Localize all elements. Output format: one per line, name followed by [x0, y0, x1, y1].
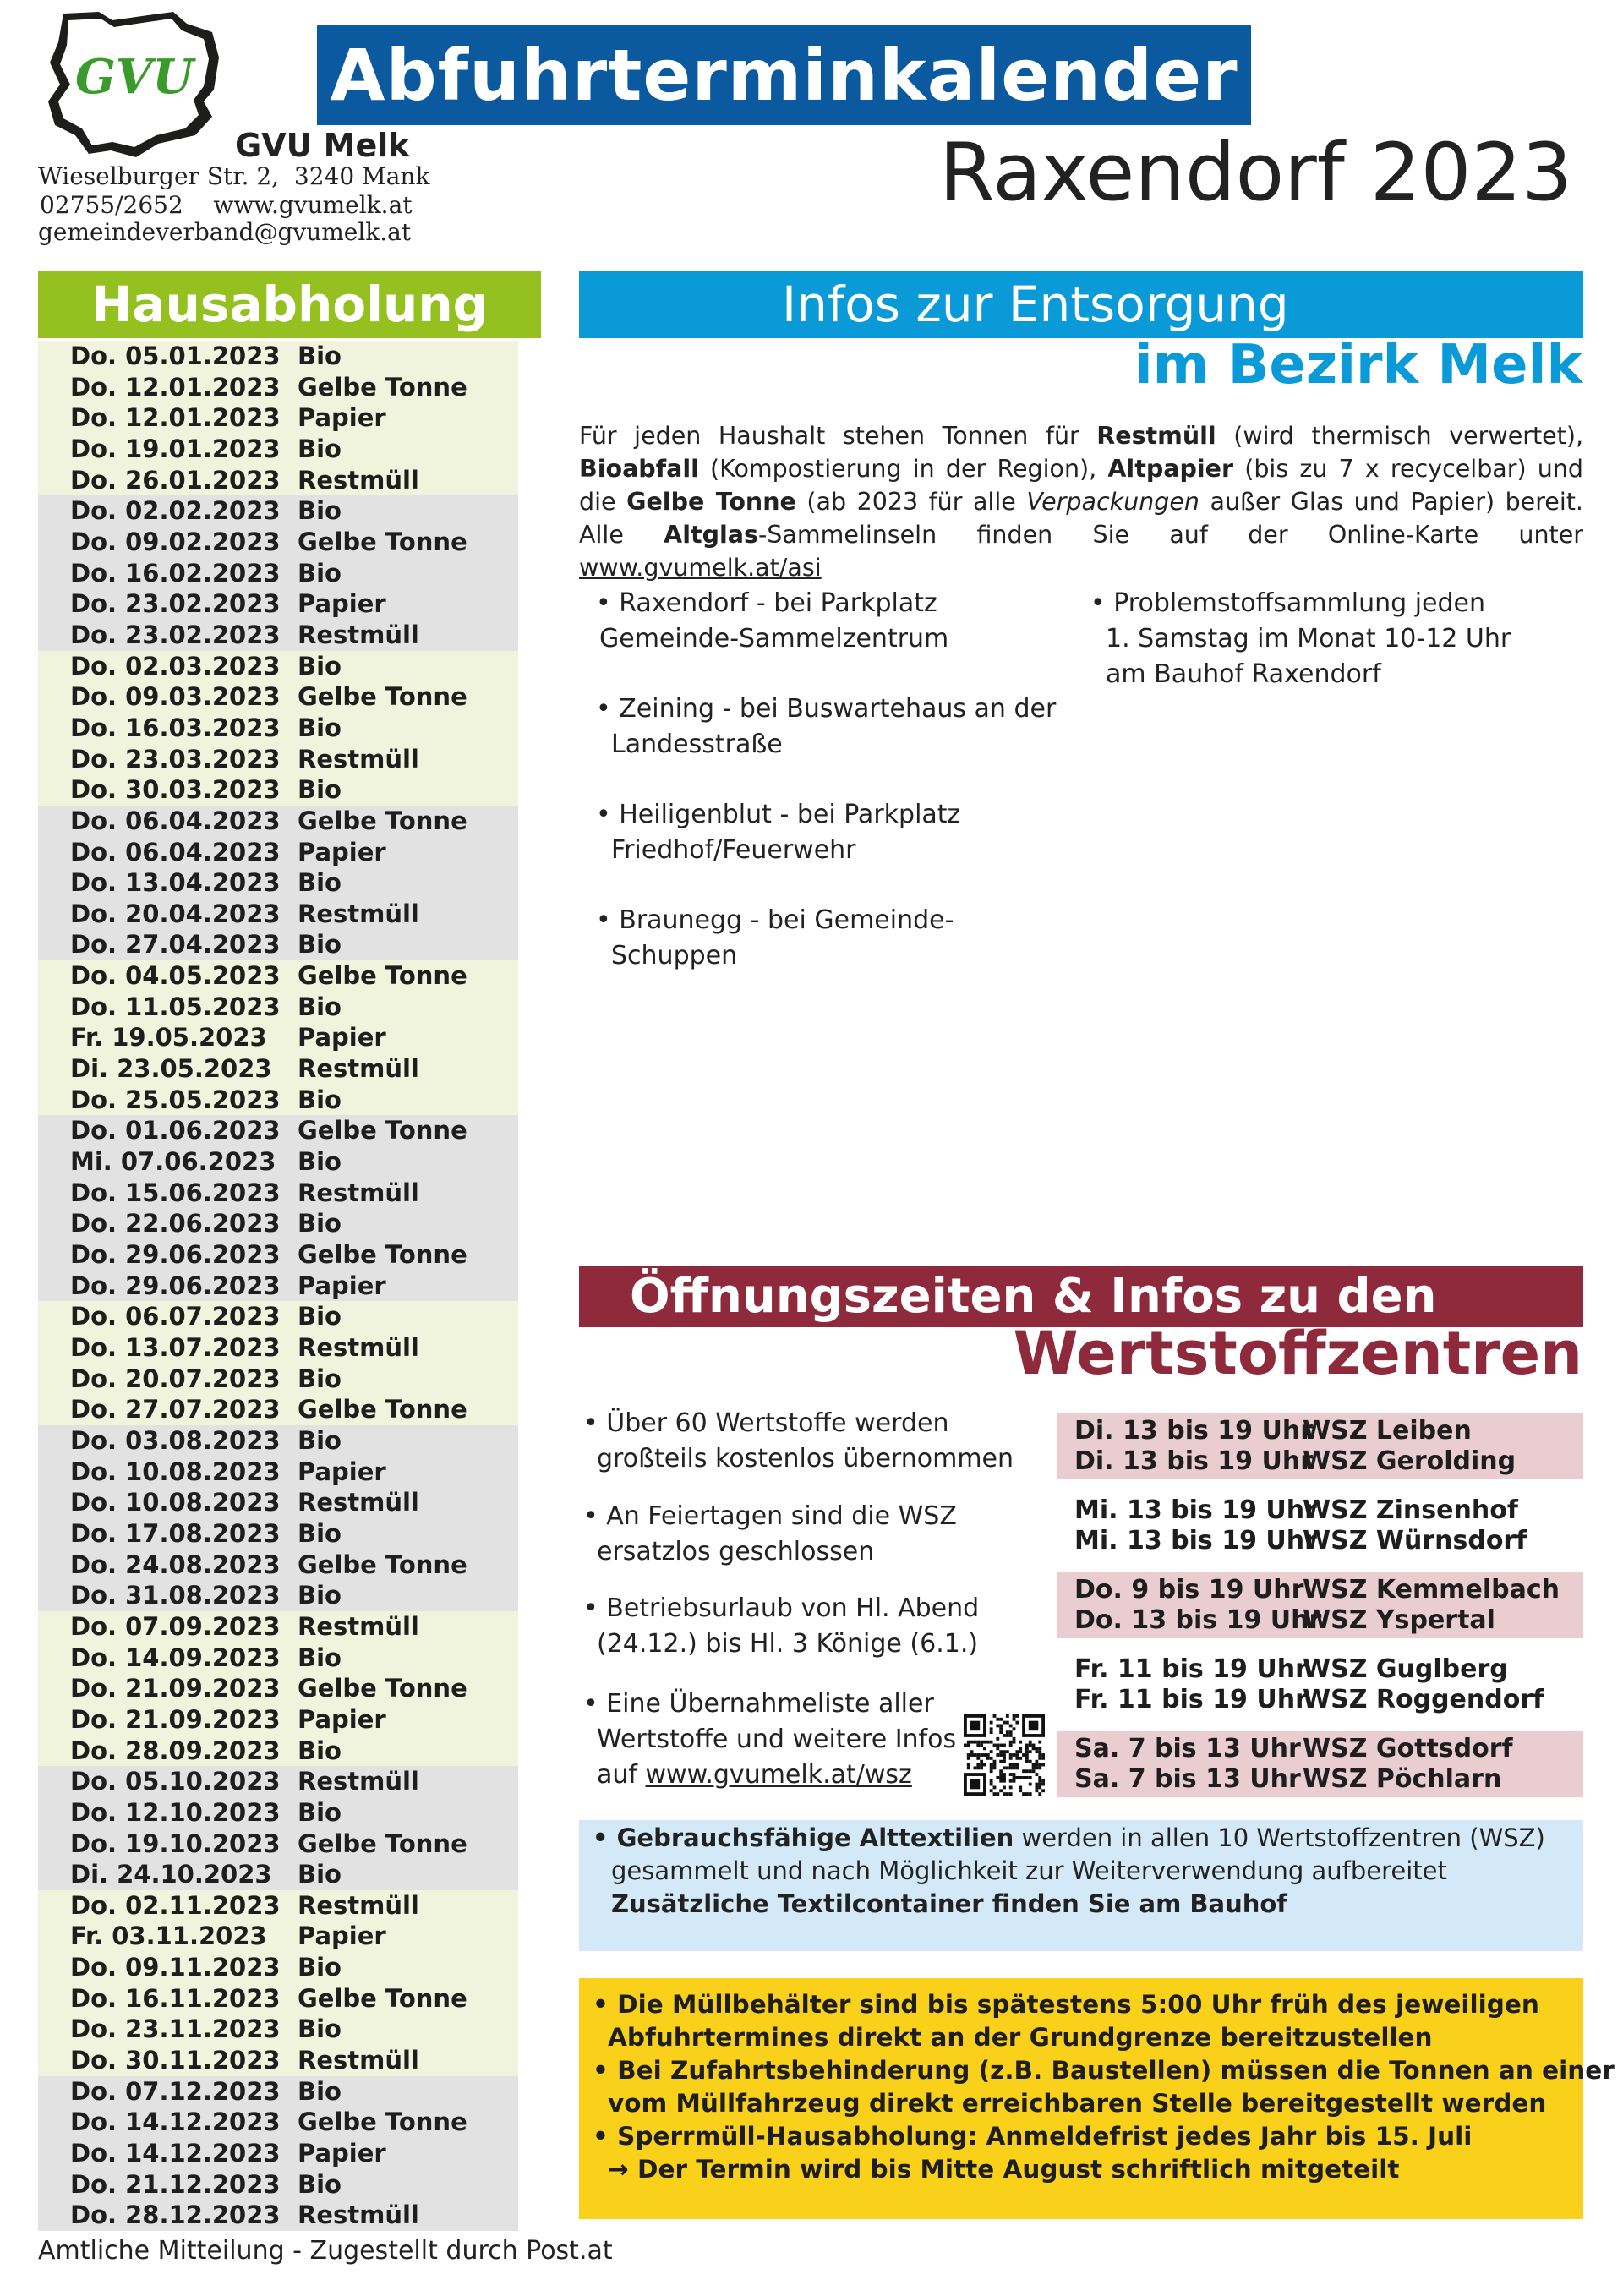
pickup-type: Bio [298, 558, 342, 588]
wsz-name: WSZ Gerolding [1303, 1446, 1516, 1476]
pickup-row [38, 1425, 518, 1457]
pickup-row [38, 495, 518, 527]
glass-point: • Braunegg - bei Gemeinde- Schuppen [596, 905, 954, 970]
pickup-row [38, 2138, 518, 2169]
pickup-date: Do. 25.05.2023 [70, 1085, 281, 1114]
pickup-type: Gelbe Tonne [298, 1983, 467, 2013]
pickup-type: Bio [298, 1518, 342, 1548]
pickup-type: Restmüll [298, 1611, 419, 1641]
pickup-type: Papier [298, 1922, 386, 1951]
pickup-date: Do. 06.04.2023 [70, 837, 281, 866]
pickup-date: Do. 24.08.2023 [70, 1550, 281, 1579]
wsz-name: WSZ Gottsdorf [1303, 1734, 1513, 1763]
pickup-row [38, 588, 518, 620]
pickup-row [38, 341, 518, 372]
wsz-name: WSZ Würnsdorf [1303, 1526, 1527, 1555]
pickup-list [38, 341, 518, 2231]
pickup-row [38, 434, 518, 465]
pickup-row [38, 2200, 518, 2231]
pickup-date: Do. 22.06.2023 [70, 1209, 281, 1238]
pickup-row [38, 713, 518, 744]
org-phone-web: 02755/2652 www.gvumelk.at [40, 191, 413, 219]
pickup-type: Restmüll [298, 1178, 419, 1207]
wsz-name: WSZ Leiben [1303, 1416, 1472, 1446]
asi-link[interactable]: www.gvumelk.at/asi [579, 554, 822, 582]
pickup-date: Do. 13.07.2023 [70, 1333, 281, 1362]
pickup-date: Di. 24.10.2023 [70, 1860, 272, 1889]
pickup-row [38, 1736, 518, 1767]
info-heading-sub: im Bezirk Melk [1134, 334, 1582, 396]
pickup-type: Bio [298, 1425, 342, 1455]
pickup-date: Do. 23.02.2023 [70, 620, 281, 649]
pickup-type: Bio [298, 1302, 342, 1331]
pickup-type: Restmüll [298, 1767, 419, 1796]
wsz-row [1057, 1734, 1583, 1764]
pickup-type: Bio [298, 930, 342, 959]
pickup-type: Papier [298, 403, 386, 433]
wsz-time: Sa. 7 bis 13 Uhr [1074, 1734, 1301, 1763]
logo-text: GVU [74, 49, 194, 105]
pickup-row [38, 2045, 518, 2076]
pickup-date: Do. 06.07.2023 [70, 1302, 281, 1331]
wsz-name: WSZ Guglberg [1303, 1654, 1508, 1684]
pickup-row [38, 1859, 518, 1890]
pickup-date: Do. 07.12.2023 [70, 2076, 281, 2106]
pickup-date: Do. 19.01.2023 [70, 434, 281, 463]
qr-code-icon [964, 1714, 1045, 1796]
pickup-row [38, 1643, 518, 1674]
pickup-date: Do. 21.09.2023 [70, 1704, 281, 1734]
pickup-row [38, 1890, 518, 1922]
pickup-row [38, 1146, 518, 1178]
wsz-heading-sub: Wertstoffzentren [1013, 1319, 1582, 1388]
pickup-row [38, 1611, 518, 1643]
pickup-heading: Hausabholung [38, 271, 541, 338]
pickup-row [38, 1394, 518, 1425]
pickup-type: Bio [298, 868, 342, 898]
pickup-date: Do. 19.10.2023 [70, 1829, 281, 1858]
pickup-date: Do. 13.04.2023 [70, 868, 281, 898]
pickup-row [38, 867, 518, 899]
pickup-row [38, 1550, 518, 1581]
textile-notice: • Gebrauchsfähige Alttextilien werden in allen 10 Wertstoffzentren (WSZ) gesammelt und nach Möglichkeit zur Weiterverwendung aufbereitet Zusätzliche Textilcontainer finden Sie am Bauhof [579, 1820, 1583, 1951]
pickup-date: Do. 28.09.2023 [70, 1736, 281, 1765]
pickup-row [38, 1364, 518, 1395]
pickup-type: Bio [298, 496, 342, 526]
pickup-type: Bio [298, 713, 342, 742]
glass-point: • Raxendorf - bei Parkplatz Gemeinde-Sammelzentrum [596, 588, 949, 653]
pickup-date: Do. 05.01.2023 [70, 342, 281, 370]
pickup-type: Restmüll [298, 899, 419, 928]
pickup-date: Do. 12.01.2023 [70, 372, 281, 402]
pickup-type: Bio [298, 1736, 342, 1765]
pickup-date: Do. 14.12.2023 [70, 2139, 281, 2168]
pickup-type: Bio [298, 1147, 342, 1177]
pickup-type: Bio [298, 775, 342, 805]
wsz-name: WSZ Yspertal [1303, 1605, 1495, 1635]
pickup-type: Restmüll [298, 2200, 419, 2230]
pickup-type: Restmüll [298, 2046, 419, 2075]
pickup-type: Bio [298, 1797, 342, 1827]
pickup-row [38, 527, 518, 558]
glass-point: • Heiligenblut - bei Parkplatz Friedhof/Feuerwehr [596, 800, 961, 865]
wsz-info-point: • An Feiertagen sind die WSZ ersatzlos geschlossen [583, 1501, 957, 1566]
glass-point: • Zeining - bei Buswartehaus an der Landesstraße [596, 694, 1057, 759]
pickup-row [38, 1457, 518, 1488]
pickup-row [38, 558, 518, 589]
pickup-type: Bio [298, 1953, 342, 1982]
pickup-row [38, 1983, 518, 2014]
wsz-day-group [1057, 1572, 1583, 1638]
pickup-date: Do. 31.08.2023 [70, 1581, 281, 1610]
wsz-row [1057, 1654, 1583, 1685]
pickup-row [38, 1766, 518, 1797]
pickup-date: Do. 02.02.2023 [70, 496, 281, 526]
pickup-date: Do. 09.02.2023 [70, 527, 281, 556]
pickup-date: Do. 06.04.2023 [70, 806, 281, 835]
pickup-date: Fr. 03.11.2023 [70, 1922, 267, 1951]
pickup-date: Do. 23.03.2023 [70, 744, 281, 774]
org-address: Wieselburger Str. 2, 3240 Mank [38, 162, 430, 190]
wsz-info-point: • Eine Übernahmeliste aller Wertstoffe und weitere Infos auf www.gvumelk.at/wsz [583, 1689, 957, 1790]
pickup-type: Gelbe Tonne [298, 372, 467, 402]
pickup-row [38, 1580, 518, 1611]
pickup-row [38, 1022, 518, 1053]
pickup-date: Do. 17.08.2023 [70, 1518, 281, 1548]
pickup-row [38, 1704, 518, 1736]
pickup-row [38, 1487, 518, 1518]
pickup-type: Gelbe Tonne [298, 1550, 467, 1579]
pickup-date: Do. 30.11.2023 [70, 2046, 281, 2075]
pickup-type: Gelbe Tonne [298, 1116, 467, 1145]
pickup-date: Do. 27.07.2023 [70, 1395, 281, 1424]
pickup-type: Papier [298, 1023, 386, 1052]
pickup-row [38, 372, 518, 403]
pickup-type: Gelbe Tonne [298, 961, 467, 991]
wsz-name: WSZ Zinsenhof [1303, 1495, 1518, 1525]
wsz-row [1057, 1446, 1583, 1477]
wsz-row [1057, 1764, 1583, 1795]
pickup-row [38, 402, 518, 434]
pickup-date: Do. 10.08.2023 [70, 1457, 281, 1486]
pickup-row [38, 2169, 518, 2200]
wsz-row [1057, 1685, 1583, 1715]
pickup-type: Bio [298, 992, 342, 1021]
pickup-row [38, 992, 518, 1023]
info-paragraph: Für jeden Haushalt stehen Tonnen für Restmüll (wird thermisch verwertet), Bioabfall (Kompostierung in der Region), Altpapier (bis zu 7 x recycelbar) und die Gelbe Tonne (ab 2023 für alle Verpackungen außer Glas und Papier) bereit. Alle Altglas-Sammelinseln finden Sie auf der Online-Karte unter www.gvumelk.at/asi [579, 422, 1584, 582]
pickup-type: Gelbe Tonne [298, 682, 467, 712]
wsz-day-group [1057, 1493, 1583, 1559]
wsz-day-group [1057, 1413, 1583, 1479]
wsz-row [1057, 1526, 1583, 1556]
pickup-row [38, 1085, 518, 1116]
pickup-row [38, 1301, 518, 1332]
pickup-type: Bio [298, 2076, 342, 2106]
pickup-type: Papier [298, 2139, 386, 2168]
pickup-row [38, 651, 518, 682]
pickup-type: Bio [298, 342, 342, 370]
pickup-type: Bio [298, 1085, 342, 1114]
pickup-date: Di. 23.05.2023 [70, 1054, 272, 1084]
pickup-type: Gelbe Tonne [298, 527, 467, 556]
wsz-time: Mi. 13 bis 19 Uhr [1074, 1495, 1317, 1525]
org-name: GVU Melk [235, 127, 410, 164]
pickup-row [38, 899, 518, 930]
pickup-type: Gelbe Tonne [298, 1395, 467, 1424]
pickup-date: Do. 02.03.2023 [70, 651, 281, 681]
pickup-date: Do. 21.09.2023 [70, 1674, 281, 1703]
pickup-date: Do. 30.03.2023 [70, 775, 281, 805]
wsz-name: WSZ Roggendorf [1303, 1685, 1544, 1714]
pickup-row [38, 960, 518, 992]
wsz-time: Do. 9 bis 19 Uhr [1074, 1575, 1304, 1604]
pickup-date: Do. 07.09.2023 [70, 1611, 281, 1641]
pickup-row [38, 744, 518, 775]
pickup-date: Do. 01.06.2023 [70, 1116, 281, 1145]
pickup-type: Restmüll [298, 1333, 419, 1362]
wsz-time: Fr. 11 bis 19 Uhr [1074, 1654, 1308, 1684]
info-heading: Infos zur Entsorgung [579, 271, 1583, 338]
wsz-time: Sa. 7 bis 13 Uhr [1074, 1764, 1301, 1794]
wsz-row [1057, 1575, 1583, 1605]
problem-collection: • Problemstoffsammlung jeden 1. Samstag im Monat 10-12 Uhr am Bauhof Raxendorf [1090, 588, 1511, 689]
wsz-heading: Öffnungszeiten & Infos zu den [579, 1266, 1583, 1327]
pickup-date: Do. 04.05.2023 [70, 961, 281, 991]
pickup-type: Papier [298, 837, 386, 866]
pickup-type: Gelbe Tonne [298, 1829, 467, 1858]
pickup-type: Gelbe Tonne [298, 2107, 467, 2137]
pickup-date: Do. 14.12.2023 [70, 2107, 281, 2137]
pickup-row [38, 1829, 518, 1860]
pickup-date: Do. 21.12.2023 [70, 2169, 281, 2199]
pickup-row [38, 1239, 518, 1271]
pickup-type: Bio [298, 434, 342, 463]
pickup-date: Do. 12.10.2023 [70, 1797, 281, 1827]
pickup-type: Bio [298, 1643, 342, 1672]
page-title: Abfuhrterminkalender [317, 25, 1251, 125]
wsz-time: Mi. 13 bis 19 Uhr [1074, 1526, 1317, 1555]
pickup-type: Gelbe Tonne [298, 806, 467, 835]
pickup-row [38, 1797, 518, 1829]
pickup-date: Do. 16.03.2023 [70, 713, 281, 742]
pickup-date: Do. 16.02.2023 [70, 558, 281, 588]
pickup-row [38, 2107, 518, 2138]
wsz-time: Di. 13 bis 19 Uhr [1074, 1416, 1313, 1446]
pickup-date: Do. 12.01.2023 [70, 403, 281, 433]
wsz-opening-table [1057, 1413, 1583, 1811]
pickup-type: Bio [298, 2014, 342, 2044]
pickup-date: Do. 15.06.2023 [70, 1178, 281, 1207]
wsz-day-group [1057, 1652, 1583, 1718]
wsz-row [1057, 1605, 1583, 1636]
pickup-date: Mi. 07.06.2023 [70, 1147, 276, 1177]
pickup-type: Restmüll [298, 1488, 419, 1517]
wsz-row [1057, 1416, 1583, 1446]
pickup-date: Do. 09.11.2023 [70, 1953, 281, 1982]
pickup-type: Restmüll [298, 1890, 419, 1920]
pickup-row [38, 2076, 518, 2107]
page-subtitle: Raxendorf 2023 [938, 127, 1572, 219]
pickup-type: Restmüll [298, 465, 419, 495]
wsz-time: Fr. 11 bis 19 Uhr [1074, 1685, 1308, 1714]
pickup-row [38, 806, 518, 837]
pickup-date: Do. 11.05.2023 [70, 992, 281, 1021]
pickup-date: Do. 28.12.2023 [70, 2200, 281, 2230]
wsz-info-point: • Über 60 Wertstoffe werden großteils kostenlos übernommen [583, 1408, 1014, 1473]
pickup-date: Do. 23.11.2023 [70, 2014, 281, 2044]
pickup-type: Restmüll [298, 744, 419, 774]
pickup-date: Do. 29.06.2023 [70, 1271, 281, 1300]
gvu-logo [46, 8, 224, 165]
pickup-date: Do. 05.10.2023 [70, 1767, 281, 1796]
pickup-type: Bio [298, 1581, 342, 1610]
pickup-row [38, 929, 518, 960]
pickup-row [38, 1921, 518, 1952]
pickup-date: Do. 10.08.2023 [70, 1488, 281, 1517]
pickup-date: Do. 20.07.2023 [70, 1364, 281, 1393]
pickup-type: Papier [298, 1704, 386, 1734]
wsz-day-group [1057, 1731, 1583, 1797]
pickup-row [38, 1208, 518, 1239]
pickup-type: Bio [298, 1209, 342, 1238]
pickup-date: Fr. 19.05.2023 [70, 1023, 267, 1052]
pickup-row [38, 681, 518, 713]
pickup-row [38, 774, 518, 806]
pickup-type: Bio [298, 1860, 342, 1889]
pickup-type: Restmüll [298, 620, 419, 649]
pickup-date: Do. 02.11.2023 [70, 1890, 281, 1920]
pickup-date: Do. 09.03.2023 [70, 682, 281, 712]
org-email: gemeindeverband@gvumelk.at [38, 218, 412, 246]
pickup-type: Gelbe Tonne [298, 1240, 467, 1270]
pickup-row [38, 465, 518, 496]
pickup-row [38, 620, 518, 651]
pickup-type: Papier [298, 589, 386, 619]
wsz-name: WSZ Pöchlarn [1303, 1764, 1502, 1794]
pickup-date: Do. 03.08.2023 [70, 1425, 281, 1455]
pickup-type: Bio [298, 1364, 342, 1393]
pickup-row [38, 1518, 518, 1550]
pickup-row [38, 1053, 518, 1085]
pickup-row [38, 1115, 518, 1146]
pickup-date: Do. 16.11.2023 [70, 1983, 281, 2013]
wsz-info-point: • Betriebsurlaub von Hl. Abend (24.12.) bis Hl. 3 Könige (6.1.) [583, 1594, 980, 1659]
pickup-row [38, 837, 518, 868]
wsz-time: Di. 13 bis 19 Uhr [1074, 1446, 1313, 1476]
pickup-row [38, 1673, 518, 1704]
pickup-date: Do. 27.04.2023 [70, 930, 281, 959]
pickup-row [38, 2014, 518, 2045]
pickup-date: Do. 26.01.2023 [70, 465, 281, 495]
pickup-row [38, 1178, 518, 1209]
pickup-type: Gelbe Tonne [298, 1674, 467, 1703]
pickup-row [38, 1332, 518, 1364]
pickup-type: Restmüll [298, 1054, 419, 1084]
pickup-date: Do. 20.04.2023 [70, 899, 281, 928]
pickup-date: Do. 29.06.2023 [70, 1240, 281, 1270]
pickup-date: Do. 23.02.2023 [70, 589, 281, 619]
pickup-row [38, 1952, 518, 1983]
pickup-type: Papier [298, 1271, 386, 1300]
footer-note: Amtliche Mitteilung - Zugestellt durch Post.at [38, 2236, 613, 2266]
wsz-name: WSZ Kemmelbach [1303, 1575, 1560, 1604]
pickup-rules-notice: • Die Müllbehälter sind bis spätestens 5:00 Uhr früh des jeweiligen Abfuhrtermines direkt an der Grundgrenze bereitzustellen • Bei Zufahrtsbehinderung (z.B. Baustellen) müssen die Tonnen an einer vom Müllfahrzeug direkt erreichbaren Stelle bereitgestellt werden • Sperrmüll-Hausabholung: Anmeldefrist jedes Jahr bis 15. Juli → Der Termin wird bis Mitte August schriftlich mitgeteilt [579, 1978, 1583, 2219]
wsz-row [1057, 1495, 1583, 1526]
pickup-type: Bio [298, 651, 342, 681]
wsz-link[interactable]: www.gvumelk.at/wsz [645, 1760, 912, 1790]
pickup-date: Do. 14.09.2023 [70, 1643, 281, 1672]
pickup-row [38, 1271, 518, 1302]
pickup-type: Papier [298, 1457, 386, 1486]
wsz-time: Do. 13 bis 19 Uhr [1074, 1605, 1322, 1635]
pickup-type: Bio [298, 2169, 342, 2199]
